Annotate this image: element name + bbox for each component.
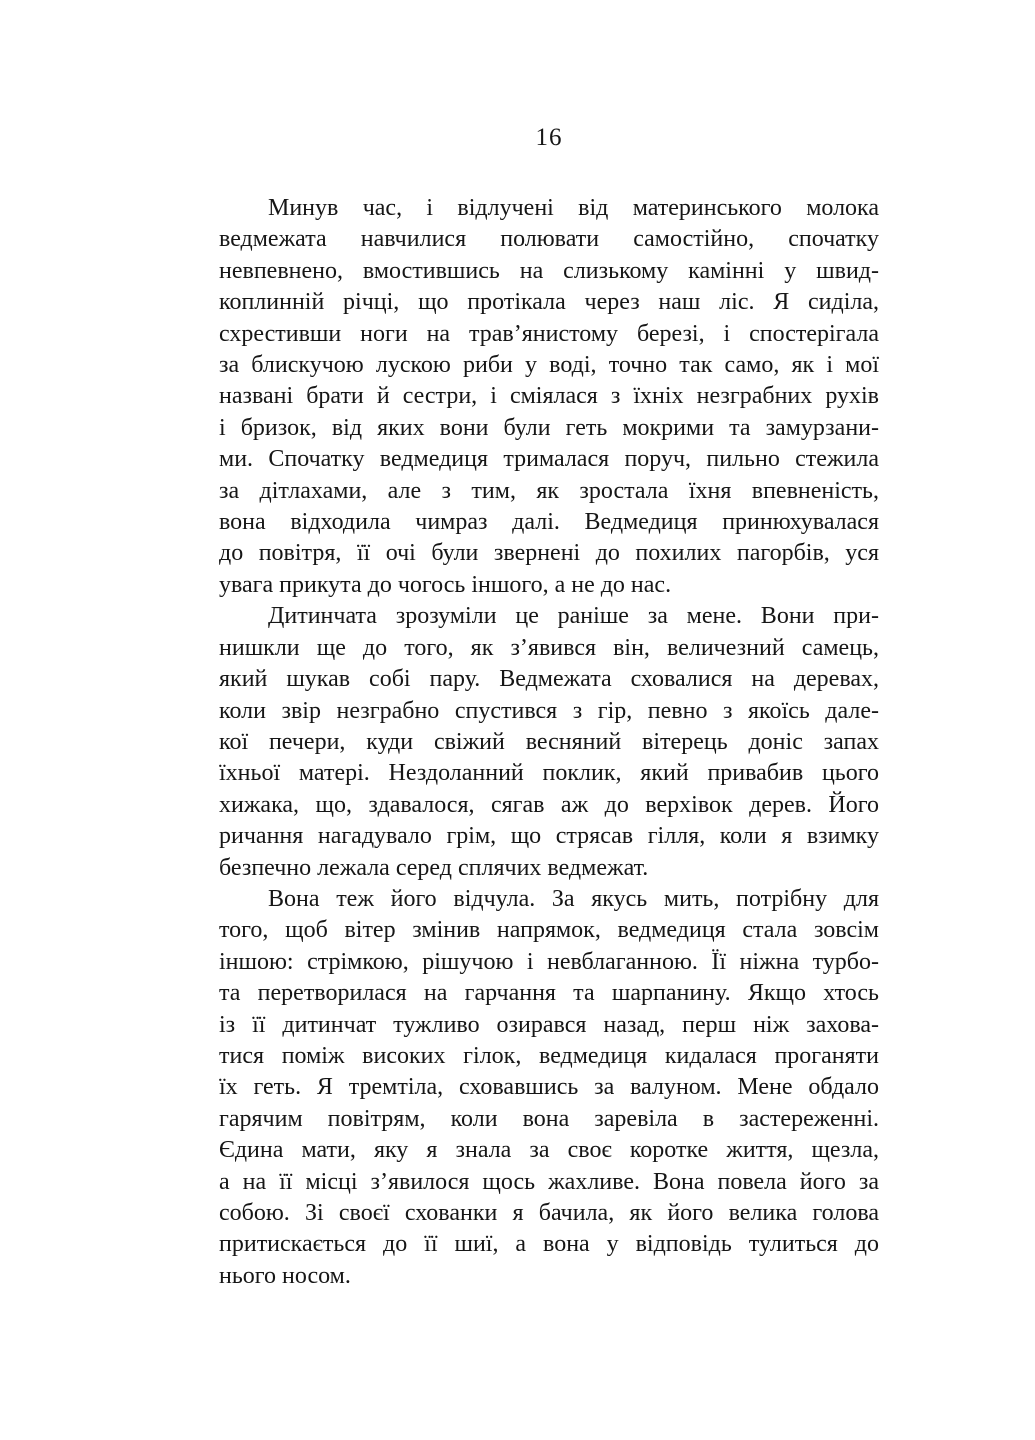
text-line: того, щоб вітер змінив напрямок, ведмедиця стала зовсім xyxy=(219,917,879,944)
text-line: а на її місці з’явилося щось жахливе. Вона повела його за xyxy=(219,1168,879,1195)
text-line: безпечно лежала серед сплячих ведмежат. xyxy=(219,854,649,881)
text-line: за блискучою лускою риби у воді, точно так само, як і мої xyxy=(219,352,879,379)
text-line: кої печери, куди свіжий весняний вітерець доніс запах xyxy=(219,728,879,755)
paragraph xyxy=(219,884,879,1292)
text-line: коли звір незграбно спустився з гір, певно з якоїсь дале- xyxy=(219,697,879,724)
text-line: до повітря, її очі були звернені до похилих пагорбів, уся xyxy=(219,540,879,567)
text-line: ричання нагадувало грім, що стрясав гілля, коли я взимку xyxy=(219,823,879,850)
text-block xyxy=(219,193,879,1292)
text-line: притискається до її шиї, а вона у відповідь тулиться до xyxy=(219,1231,879,1258)
page-number: 16 xyxy=(535,124,563,151)
text-line: коплинній річці, що протікала через наш ліс. Я сиділа, xyxy=(219,289,879,316)
text-line: із її дитинчат тужливо озирався назад, перш ніж захова- xyxy=(219,1011,879,1038)
text-line: ми. Спочатку ведмедиця трималася поруч, пильно стежила xyxy=(219,446,879,473)
text-line: та перетворилася на гарчання та шарпанину. Якщо хтось xyxy=(219,980,879,1007)
text-line: за дітлахами, але з тим, як зростала їхня впевненість, xyxy=(219,477,879,504)
text-line: собою. Зі своєї схованки я бачила, як його велика голова xyxy=(219,1200,879,1226)
text-line: схрестивши ноги на трав’янистому березі, і спостерігала xyxy=(219,320,879,347)
text-line: хижака, що, здавалося, сягав аж до верхівок дерев. Його xyxy=(219,791,879,818)
paragraph xyxy=(219,601,879,884)
text-line: увага прикута до чогось іншого, а не до нас. xyxy=(219,571,672,598)
text-line: невпевнено, вмостившись на слизькому камінні у швид- xyxy=(219,257,879,284)
text-line: тися поміж високих гілок, ведмедиця кидалася проганяти xyxy=(219,1042,879,1069)
text-line: нишкли ще до того, як з’явився він, величезний самець, xyxy=(219,634,879,661)
paragraph xyxy=(219,193,879,601)
text-line: Минув час, і відлучені від материнського молока xyxy=(268,195,879,221)
text-line: вона відходила чимраз далі. Ведмедиця принюхувалася xyxy=(219,509,879,536)
text-line: нього носом. xyxy=(219,1262,351,1289)
text-line: Дитинчата зрозуміли це раніше за мене. Вони при- xyxy=(268,603,879,630)
text-line: який шукав собі пару. Ведмежата сховалися на деревах, xyxy=(219,666,879,693)
text-line: названі брати й сестри, і сміялася з їхніх незграбних рухів xyxy=(219,383,879,410)
text-line: їхньої матері. Нездоланний поклик, який привабив цього xyxy=(219,760,879,787)
text-line: і бризок, від яких вони були геть мокрими та замурзани- xyxy=(219,414,879,441)
text-line: іншою: стрімкою, рішучою і невблаганною. Її ніжна турбо- xyxy=(219,948,879,975)
text-line: Вона теж його відчула. За якусь мить, потрібну для xyxy=(268,885,879,912)
text-line: гарячим повітрям, коли вона заревіла в застереженні. xyxy=(219,1105,879,1132)
text-line: Єдина мати, яку я знала за своє коротке життя, щезла, xyxy=(219,1137,879,1164)
text-line: їх геть. Я тремтіла, сховавшись за валуном. Мене обдало xyxy=(219,1074,879,1101)
text-line: ведмежата навчилися полювати самостійно, спочатку xyxy=(219,226,879,253)
